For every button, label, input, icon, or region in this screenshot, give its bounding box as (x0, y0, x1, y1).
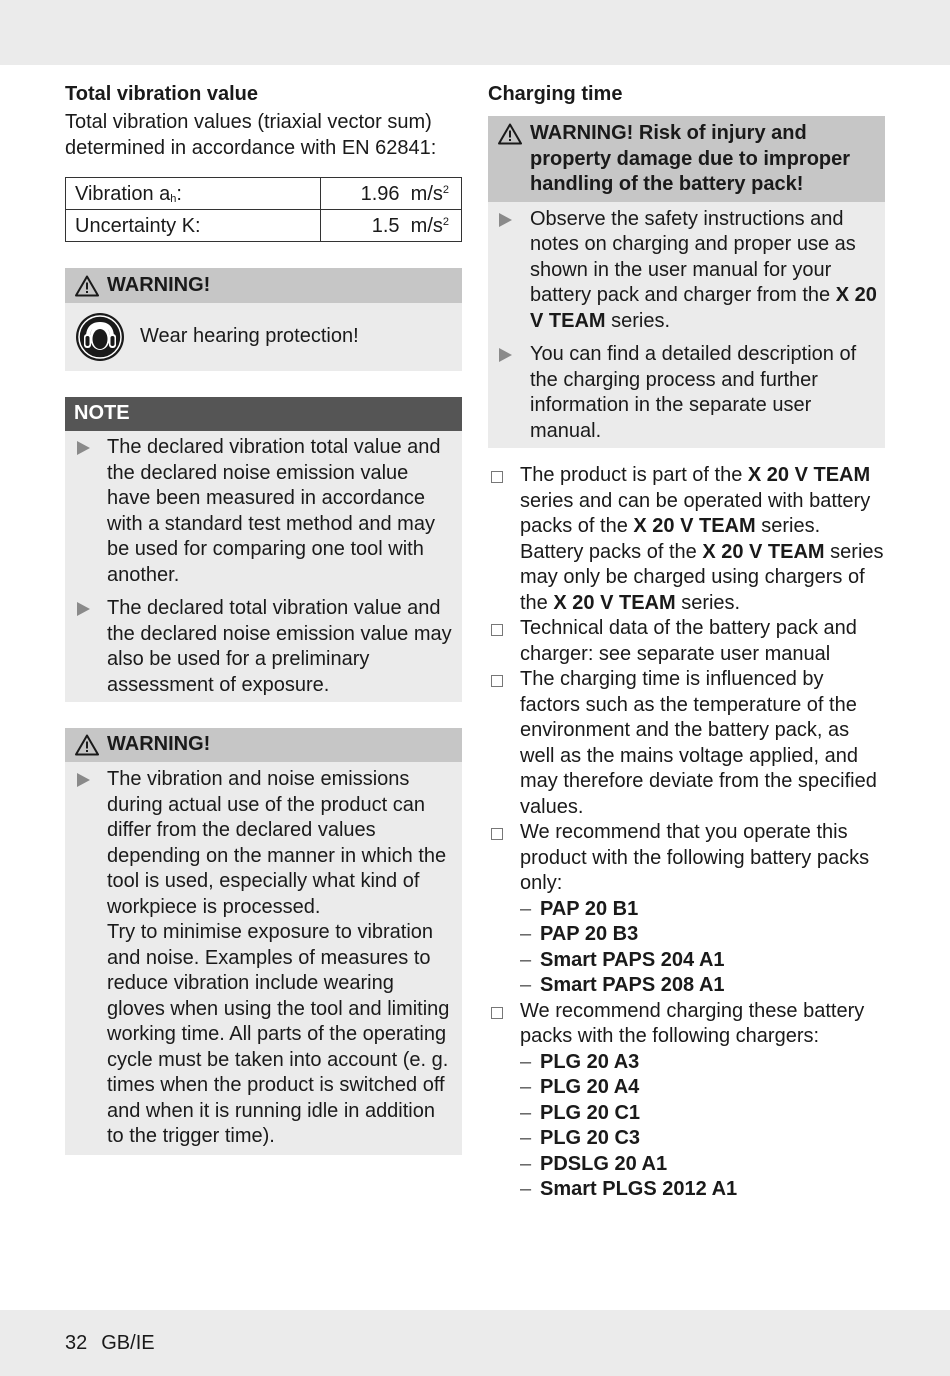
checkbox-bullet-icon (491, 675, 503, 687)
battery-pack-item (520, 922, 885, 948)
dash-bullet: – (520, 1152, 532, 1175)
list-item (488, 342, 885, 444)
charger-list (520, 1050, 885, 1203)
uncertainty-unit: m/s (410, 214, 443, 237)
charger-name: PLG 20 C1 (540, 1101, 641, 1124)
dash-bullet: – (520, 1076, 532, 1098)
hearing-protection-icon (75, 312, 125, 362)
warning-hearing-header (65, 268, 462, 303)
warning-emissions-text-2: Try to minimise exposure to vibration and noise. Examples of measures to reduce vibration include wearing gloves when using the tool and limiting working time. All parts of the operating cycle must be taken into account (e. g. times when the product is switched off and when it is running idle in addition to the trigger time). (107, 921, 450, 1147)
charger-item (520, 1075, 885, 1101)
warning-emissions-text-1: The vibration and noise emissions during actual use of the product can differ from the declared values depending on the manner in which the tool is used, especially what kind of workpiece is processed. (107, 768, 447, 918)
charger-item (520, 1101, 885, 1127)
charging-warning-header (488, 116, 885, 202)
charging-warning-box (488, 116, 885, 448)
vibration-unit: m/s (410, 182, 443, 205)
warning-hearing-title: WARNING! (107, 273, 211, 296)
dash-bullet: – (520, 1178, 532, 1200)
series-name: X 20 V TEAM (553, 591, 676, 614)
bullet-text: series. Battery packs of the (520, 515, 821, 563)
list-item (488, 616, 885, 667)
battery-pack-item (520, 948, 885, 974)
footer (65, 1331, 169, 1355)
charger-name: PDSLG 20 A1 (540, 1152, 668, 1175)
dash-bullet: – (520, 974, 532, 996)
series-name: X 20 V TEAM (747, 464, 871, 486)
list-item (488, 463, 885, 616)
list-item (488, 207, 885, 335)
locale-label: GB/IE (101, 1332, 155, 1354)
battery-pack-list (520, 897, 885, 999)
vibration-table (65, 177, 462, 242)
note-title: NOTE (74, 402, 130, 425)
warning-emissions-items (65, 762, 462, 1150)
charger-name: PLG 20 A4 (540, 1076, 640, 1098)
battery-pack-name: PAP 20 B3 (540, 923, 639, 945)
top-band (0, 0, 950, 65)
charger-item (520, 1126, 885, 1152)
warning-hearing-box (65, 268, 462, 371)
warning-emissions-header (65, 728, 462, 762)
charging-warning-item-end: series. (611, 309, 671, 332)
vibration-label-cell (66, 178, 321, 210)
vibration-unit-sup: 2 (442, 183, 449, 196)
note-box (65, 397, 462, 702)
list-item (65, 435, 462, 588)
battery-pack-item (520, 897, 885, 923)
bullet-text: series. (681, 591, 741, 614)
battery-pack-name: Smart PAPS 208 A1 (540, 974, 725, 996)
note-items (65, 431, 462, 698)
uncertainty-label: Uncertainty K: (75, 214, 201, 237)
uncertainty-unit-sup: 2 (442, 215, 449, 228)
battery-pack-name: Smart PAPS 204 A1 (540, 948, 725, 971)
list-item (488, 999, 885, 1203)
bullet-text: The product is part of the (520, 464, 743, 486)
arrow-bullet-icon (499, 213, 512, 227)
warning-hearing-body (65, 303, 462, 371)
right-column (488, 80, 885, 1203)
dash-bullet: – (520, 923, 532, 945)
bullet-text: We recommend that you operate this product with the following battery packs only: (520, 821, 870, 894)
checkbox-bullet-icon (491, 471, 503, 483)
list-item (65, 767, 462, 1150)
charger-item (520, 1177, 885, 1203)
vibration-label-sub: h (170, 192, 177, 205)
checkbox-bullet-icon (491, 1007, 503, 1019)
arrow-bullet-icon (77, 441, 90, 455)
dash-bullet: – (520, 1101, 532, 1124)
list-item (488, 667, 885, 820)
dash-bullet: – (520, 897, 532, 920)
checkbox-bullet-icon (491, 828, 503, 840)
warning-emissions-title: WARNING! (107, 733, 211, 756)
table-row (66, 178, 462, 210)
note-item-text: The declared total vibration value and the declared noise emission value may also be used for a preliminary assessment of exposure. (107, 597, 452, 696)
vibration-label: Vibration a (75, 182, 171, 205)
charger-item (520, 1050, 885, 1076)
charging-heading: Charging time (488, 83, 623, 105)
warning-emissions-box (65, 728, 462, 1155)
charging-warning-items (488, 202, 885, 445)
uncertainty-value: 1.5 (371, 214, 400, 237)
charging-info-list (488, 463, 885, 1203)
table-row (66, 210, 462, 242)
charger-item (520, 1152, 885, 1178)
warning-triangle-icon (498, 123, 522, 145)
bullet-text: series may only be charged using chargers of the (520, 540, 884, 614)
charging-warning-title: WARNING! Risk of injury and property damage due to improper handling of the battery pack! (530, 122, 851, 195)
charging-warning-item-text: You can find a detailed description of the charging process and further information in the separate user manual. (530, 343, 857, 442)
battery-pack-name: PAP 20 B1 (540, 897, 639, 920)
warning-triangle-icon (75, 275, 99, 297)
charger-name: Smart PLGS 2012 A1 (540, 1178, 738, 1200)
series-name: X 20 V TEAM (702, 540, 825, 563)
battery-pack-item (520, 973, 885, 999)
vibration-intro: Total vibration values (triaxial vector sum) determined in accordance with EN 62841: (65, 111, 437, 159)
bullet-text: The charging time is influenced by factors such as the temperature of the environment and the battery pack, as well as the mains voltage applied, and may therefore deviate from the specified values. (520, 668, 877, 818)
arrow-bullet-icon (499, 348, 512, 362)
checkbox-bullet-icon (491, 624, 503, 636)
note-item-text: The declared vibration total value and the declared noise emission value have been measured in accordance with a standard test method and may be used for comparing one tool with another. (107, 436, 441, 586)
left-column (65, 80, 462, 1155)
series-name: X 20 V TEAM (530, 284, 877, 332)
list-item (488, 820, 885, 999)
uncertainty-value-cell (321, 210, 462, 242)
warning-triangle-icon (75, 734, 99, 756)
vibration-value-cell (321, 178, 462, 210)
dash-bullet: – (520, 1050, 532, 1073)
list-item (65, 596, 462, 698)
bullet-text: series and can be operated with battery packs of the (520, 489, 871, 537)
bullet-text: We recommend charging these battery packs with the following chargers: (520, 999, 865, 1047)
charger-name: PLG 20 C3 (540, 1127, 641, 1149)
vibration-value: 1.96 (360, 182, 400, 205)
note-header (65, 397, 462, 431)
page-number: 32 (65, 1332, 88, 1354)
dash-bullet: – (520, 948, 532, 971)
uncertainty-label-cell (66, 210, 321, 242)
arrow-bullet-icon (77, 602, 90, 616)
vibration-label-suffix: : (176, 182, 182, 205)
dash-bullet: – (520, 1127, 532, 1149)
vibration-heading: Total vibration value (65, 83, 258, 105)
bullet-text: Technical data of the battery pack and charger: see separate user manual (520, 617, 857, 665)
arrow-bullet-icon (77, 773, 90, 787)
series-name: X 20 V TEAM (633, 515, 756, 537)
charging-warning-item-text: Observe the safety instructions and notes on charging and proper use as shown in the user manual for your battery pack and charger from the (530, 207, 856, 306)
charger-name: PLG 20 A3 (540, 1050, 640, 1073)
warning-hearing-text: Wear hearing protection! (140, 325, 359, 348)
